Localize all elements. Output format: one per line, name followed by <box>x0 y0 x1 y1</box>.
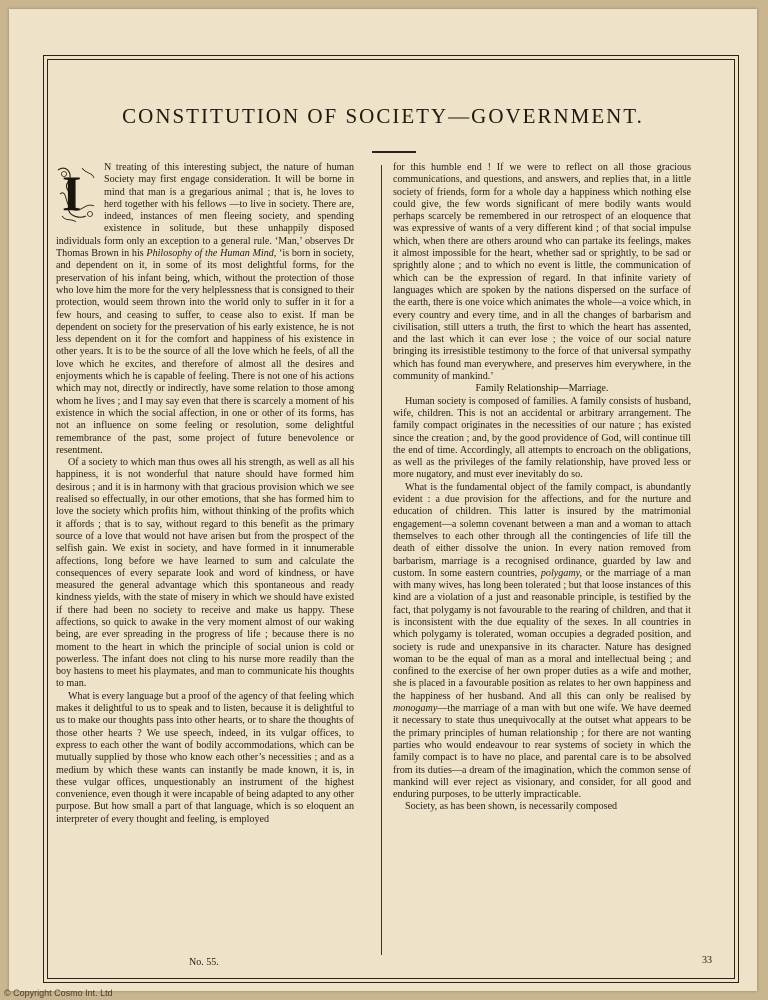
paragraph-text: ‘is born in society, and dependent on it, in some of its most delightful forms, for the preservation of his infant being, which, without the protection of those who love him the more for the very helplessness that is consigned to their protection, would seem thrown into the world only to suffer in it for a few hours, and ceasing to suffer, to cease also to exist. If man be dependent on society for the preservation of his early existence, he is not less dependent on it for the comfort and happiness of his existence in other years. It is to be the source of all the love which he feels, of all the love which he excites, and therefore of almost all the desires and enjoyments which he is capable of feeling. There is not one of his actions which may not, directly or indirectly, have some relation to those among whom he lives ; and I may say even that there is scarcely a moment of his existence in which the social affection, in one or other of its forms, has not an influence on some feeling or resolution, some delightful remembrance of the past, some project of future benevolence or resentment. <box>56 248 355 456</box>
copyright-watermark: © Copyright Cosmo Int. Ltd <box>4 988 113 998</box>
emphasis-monogamy: monogamy <box>393 703 438 715</box>
page-number: 33 <box>702 955 712 966</box>
page-title: CONSTITUTION OF SOCIETY—GOVERNMENT. <box>122 104 644 128</box>
title-rule <box>372 151 416 153</box>
paragraph <box>393 482 691 802</box>
dropcap-letter: I <box>62 165 82 221</box>
paragraph-text: N treating of this interesting subject, the nature of human Society may first engage consideration. It will be borne in mind that man is a gregarious animal ; that is, he loves to herd together with his fellows —to live in society. There are, indeed, instances of men fleeing society, and spending existence in solitude, but these unhappily disposed individuals form only an exception to a general rule. ‘Man,’ observes Dr Thomas Brown in his <box>56 162 354 260</box>
paragraph-text: —the marriage of a man with but one wife. We have deemed it necessary to state thus unequivocally at the outset what appears to be the primary principles of human relationship ; for there are not wanting parties who would endeavour to rear systems of society in which the family compact is to have no place, and parental care is to be absolved from its duties—a dream of the imagination, which the common sense of mankind will ever reject as visionary, and consider, for all good and enduring purposes, to be utterly impracticable. <box>393 703 691 801</box>
section-subheading: Family Relationship—Marriage. <box>475 383 609 395</box>
right-column <box>393 162 691 814</box>
paragraph: Human society is composed of families. A family consists of husband, wife, children. This is not an accidental or arbitrary arrangement. The family compact originates in the necessities of our nature ; has existed since the creation ; and, by the good providence of God, will continue till the end of time. Accordingly, all attempts to encroach on the obligations, as well as the privileges of the family relationship, have proved less or more nugatory, and must ever inevitably do so. <box>393 395 691 481</box>
issue-number: No. 55. <box>189 957 219 968</box>
paragraph-text: What is the fundamental object of the family compact, is abundantly evident : a due provision for the affections, and for the nurture and education of children. This latter is insured by the matrimonial engagement—a solemn covenant between a man and a woman to attach themselves to each other through all the contingencies of life till the death of either dissolve the union. In every nation removed from barbarism, marriage is a recognised ordinance, guarded by law and custom. In some eastern countries, <box>393 481 691 579</box>
paragraph: What is every language but a proof of the agency of that feeling which makes it delightful to us to speak and to listen, because it is delightful to us to make our thoughts pass into other hearts, or to share the thoughts of those other hearts ? We use speech, indeed, in its vulgar offices, to express to each other the want of bodily accommodations, which can be mutually supplied by those who know each other’s necessities ; and as a medium by which these wants can instantly be made known, it is, in these vulgar offices, unquestionably an instrument of the highest convenience, even though it were incapable of being adapted to any other purpose. But how small a part of that language, which is so eloquent an interpreter of every thought and feeling, is employed <box>56 690 354 825</box>
paragraph-text: or the marriage of a man with many wives, has long been tolerated ; but that loose instances of this kind are a violation of a just and reasonable principle, is testified by the fact, that polygamy is not favourable to the rearing of children, and that it is inconsistent with the due equality of the sexes. In all countries in which polygamy is tolerated, woman occupies a degraded position, and society is rude and unexpansive in its character. Nature has designed woman to be the equal of man as a moral and intellectual being ; and confined to the exercise of her own proper duties as a wife and mother, she is placed in a favourable position as relates to her own happiness and the happiness of her husband. And all this can only be realised by <box>393 567 691 702</box>
ornamental-dropcap <box>56 164 98 224</box>
paragraph: Of a society to which man thus owes all his strength, as well as all his happiness, it is not wonderful that nature should have formed him desirous ; and it is in harmony with that gracious provision which we see realised so effectually, in our other emotions, that she has formed him to love the society which profits him, without thinking of the profits which it affords ; that is to say, without regard to this benefit as the primary source of a love that would not have arisen but from the prospect of the selfish gain. We exist in society, and have formed in it innumerable affections, long before we have learned to sum and calculate the consequences of every separate look and word of kindness, or have measured the general advantage which this spontaneous and ready kindness yields, with the state of misery in which we should have existed if there had been no society to receive and make us happy. These affections, so quick to awake in the very moment almost of our waking being, are ever spreading in the progress of life ; because there is no moment to the heart in which the principle of social union is cold or powerless. The infant does not cling to his nurse more readily than the boy hastens to meet his playmates, and man to communicate his thoughts to man. <box>56 457 354 690</box>
emphasis-polygamy: polygamy, <box>540 567 583 579</box>
page-sheet <box>9 9 757 991</box>
book-title: Philosophy of the Human Mind, <box>146 248 277 260</box>
paragraph: Society, as has been shown, is necessarily composed <box>405 801 618 813</box>
paragraph: for this humble end ! If we were to reflect on all those gracious communications, and questions, and answers, and replies that, in a little society of friends, form for a whole day a happiness which nothing else could give, the few words significant of mere bodily wants would perhaps scarcely be remembered in our retrospect of an eloquence that was expressive of wants of a very different kind ; of that social impulse which, when there are others around who can partake its feelings, makes it almost impossible for the heart, whether sad or sprightly, to be sad or sprightly alone ; and to which no event is little, the communication of which can be the expression of regard. In that infinite variety of languages which are spoken by the nations dispersed on the surface of the earth, there is one voice which animates the whole—a voice which, in every country and every time, and in all the changes of barbarism and civilisation, still utters a truth, the first to which the heart has assented, and the last which it can ever lose ; the voice of our social nature bringing its irresistible testimony to the force of that universal sympathy which has found man everywhere, and preserves him everywhere, in the community of mankind.’ <box>393 162 691 383</box>
paragraph <box>56 162 354 457</box>
column-divider <box>381 165 382 955</box>
left-column <box>56 162 354 826</box>
